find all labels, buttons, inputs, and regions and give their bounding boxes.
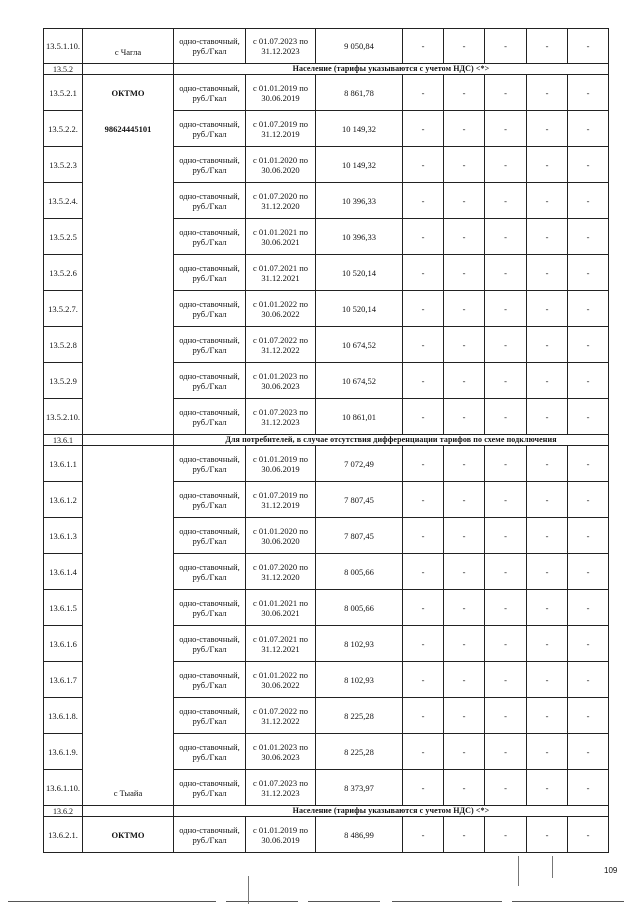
row-code-cell: 13.6.1.8. xyxy=(44,698,83,734)
period-cell: с 01.07.2023 по 31.12.2023 xyxy=(246,770,316,806)
section-spacer xyxy=(83,435,174,446)
table-row xyxy=(44,518,609,554)
place-cell xyxy=(83,147,174,183)
price-cell: 8 861,78 xyxy=(316,75,403,111)
table-row xyxy=(44,698,609,734)
place-cell xyxy=(83,327,174,363)
period-cell: с 01.01.2022 по 30.06.2022 xyxy=(246,291,316,327)
value-cell: - xyxy=(485,29,527,64)
period-cell: с 01.01.2020 по 30.06.2020 xyxy=(246,147,316,183)
value-cell: - xyxy=(485,662,527,698)
period-cell: с 01.07.2021 по 31.12.2021 xyxy=(246,626,316,662)
price-cell: 9 050,84 xyxy=(316,29,403,64)
price-cell: 10 674,52 xyxy=(316,327,403,363)
table-row xyxy=(44,446,609,482)
value-cell: - xyxy=(527,327,568,363)
value-cell: - xyxy=(527,29,568,64)
section-spacer xyxy=(83,806,174,817)
value-cell: - xyxy=(485,626,527,662)
table-row xyxy=(44,291,609,327)
tariff-type-cell: одно-ставочный, руб./Гкал xyxy=(174,219,246,255)
place-cell xyxy=(83,518,174,554)
value-cell: - xyxy=(568,662,609,698)
table-row xyxy=(44,399,609,435)
value-cell: - xyxy=(444,399,485,435)
place-cell xyxy=(83,363,174,399)
value-cell: - xyxy=(403,75,444,111)
value-cell: - xyxy=(527,255,568,291)
row-code-cell: 13.6.1.5 xyxy=(44,590,83,626)
tariff-type-cell: одно-ставочный, руб./Гкал xyxy=(174,399,246,435)
table-row xyxy=(44,183,609,219)
row-code-cell: 13.5.2.10. xyxy=(44,399,83,435)
tariff-table-body xyxy=(44,29,609,853)
section-title: Население (тарифы указываются с учетом НДС) <*> xyxy=(174,806,609,817)
value-cell: - xyxy=(568,183,609,219)
place-cell xyxy=(83,29,174,64)
period-cell: с 01.01.2021 по 30.06.2021 xyxy=(246,590,316,626)
price-cell: 7 807,45 xyxy=(316,518,403,554)
section-header-row xyxy=(44,64,609,75)
price-cell: 10 149,32 xyxy=(316,147,403,183)
table-row xyxy=(44,770,609,806)
place-cell xyxy=(83,590,174,626)
period-cell: с 01.07.2022 по 31.12.2022 xyxy=(246,327,316,363)
period-cell: с 01.01.2023 по 30.06.2023 xyxy=(246,363,316,399)
value-cell: - xyxy=(403,734,444,770)
value-cell: - xyxy=(403,363,444,399)
period-cell: с 01.01.2019 по 30.06.2019 xyxy=(246,75,316,111)
value-cell: - xyxy=(527,147,568,183)
value-cell: - xyxy=(527,363,568,399)
value-cell: - xyxy=(527,399,568,435)
place-cell xyxy=(83,446,174,482)
place-cell xyxy=(83,219,174,255)
value-cell: - xyxy=(444,327,485,363)
section-code: 13.6.1 xyxy=(44,435,83,446)
tariff-type-cell: одно-ставочный, руб./Гкал xyxy=(174,734,246,770)
value-cell: - xyxy=(403,255,444,291)
place-cell xyxy=(83,482,174,518)
section-header-row xyxy=(44,435,609,446)
value-cell: - xyxy=(568,698,609,734)
tariff-type-cell: одно-ставочный, руб./Гкал xyxy=(174,446,246,482)
row-code-cell: 13.5.2.9 xyxy=(44,363,83,399)
value-cell: - xyxy=(444,363,485,399)
price-cell: 8 486,99 xyxy=(316,817,403,853)
value-cell: - xyxy=(527,183,568,219)
period-cell: с 01.01.2019 по 30.06.2019 xyxy=(246,817,316,853)
period-cell: с 01.07.2019 по 31.12.2019 xyxy=(246,482,316,518)
tariff-type-cell: одно-ставочный, руб./Гкал xyxy=(174,147,246,183)
table-row xyxy=(44,147,609,183)
value-cell: - xyxy=(527,75,568,111)
value-cell: - xyxy=(444,817,485,853)
price-cell: 10 396,33 xyxy=(316,183,403,219)
table-row xyxy=(44,590,609,626)
value-cell: - xyxy=(568,111,609,147)
value-cell: - xyxy=(568,482,609,518)
tariff-type-cell: одно-ставочный, руб./Гкал xyxy=(174,554,246,590)
price-cell: 10 396,33 xyxy=(316,219,403,255)
value-cell: - xyxy=(527,482,568,518)
place-cell xyxy=(83,734,174,770)
value-cell: - xyxy=(485,111,527,147)
table-row xyxy=(44,327,609,363)
value-cell: - xyxy=(444,518,485,554)
page-number: 109 xyxy=(604,866,618,875)
tariff-type-cell: одно-ставочный, руб./Гкал xyxy=(174,590,246,626)
tariff-type-cell: одно-ставочный, руб./Гкал xyxy=(174,29,246,64)
price-cell: 10 520,14 xyxy=(316,291,403,327)
value-cell: - xyxy=(527,111,568,147)
row-code-cell: 13.5.2.7. xyxy=(44,291,83,327)
section-title: Население (тарифы указываются с учетом НДС) <*> xyxy=(174,64,609,75)
value-cell: - xyxy=(485,255,527,291)
price-cell: 10 520,14 xyxy=(316,255,403,291)
value-cell: - xyxy=(403,219,444,255)
value-cell: - xyxy=(403,111,444,147)
price-cell: 10 861,01 xyxy=(316,399,403,435)
place-cell xyxy=(83,75,174,111)
scan-mark xyxy=(518,856,519,886)
value-cell: - xyxy=(485,219,527,255)
value-cell: - xyxy=(444,734,485,770)
value-cell: - xyxy=(527,770,568,806)
place-label: с Чагла xyxy=(114,47,142,57)
table-row xyxy=(44,75,609,111)
period-cell: с 01.01.2022 по 30.06.2022 xyxy=(246,662,316,698)
value-cell: - xyxy=(403,147,444,183)
value-cell: - xyxy=(444,662,485,698)
value-cell: - xyxy=(403,518,444,554)
value-cell: - xyxy=(444,554,485,590)
row-code-cell: 13.6.1.3 xyxy=(44,518,83,554)
value-cell: - xyxy=(444,446,485,482)
tariff-type-cell: одно-ставочный, руб./Гкал xyxy=(174,327,246,363)
value-cell: - xyxy=(568,75,609,111)
place-cell xyxy=(83,698,174,734)
row-code-cell: 13.5.2.4. xyxy=(44,183,83,219)
footer-rule xyxy=(226,901,298,902)
value-cell: - xyxy=(403,482,444,518)
price-cell: 10 149,32 xyxy=(316,111,403,147)
place-cell xyxy=(83,817,174,853)
place-cell xyxy=(83,626,174,662)
period-cell: с 01.07.2022 по 31.12.2022 xyxy=(246,698,316,734)
value-cell: - xyxy=(527,446,568,482)
price-cell: 8 373,97 xyxy=(316,770,403,806)
value-cell: - xyxy=(568,363,609,399)
value-cell: - xyxy=(444,291,485,327)
value-cell: - xyxy=(403,590,444,626)
row-code-cell: 13.5.2.8 xyxy=(44,327,83,363)
value-cell: - xyxy=(568,626,609,662)
row-code-cell: 13.5.2.1 xyxy=(44,75,83,111)
value-cell: - xyxy=(485,770,527,806)
row-code-cell: 13.6.2.1. xyxy=(44,817,83,853)
value-cell: - xyxy=(444,183,485,219)
value-cell: - xyxy=(568,770,609,806)
table-row xyxy=(44,482,609,518)
period-cell: с 01.01.2019 по 30.06.2019 xyxy=(246,446,316,482)
value-cell: - xyxy=(527,219,568,255)
value-cell: - xyxy=(485,518,527,554)
scan-mark xyxy=(552,856,553,878)
value-cell: - xyxy=(403,817,444,853)
value-cell: - xyxy=(403,446,444,482)
value-cell: - xyxy=(403,291,444,327)
value-cell: - xyxy=(444,626,485,662)
place-label: ОКТМО xyxy=(111,87,145,98)
value-cell: - xyxy=(527,734,568,770)
tariff-type-cell: одно-ставочный, руб./Гкал xyxy=(174,75,246,111)
value-cell: - xyxy=(527,698,568,734)
place-cell xyxy=(83,111,174,147)
footer-rule xyxy=(392,901,502,902)
table-row xyxy=(44,554,609,590)
value-cell: - xyxy=(485,698,527,734)
row-code-cell: 13.6.1.6 xyxy=(44,626,83,662)
value-cell: - xyxy=(527,291,568,327)
tariff-type-cell: одно-ставочный, руб./Гкал xyxy=(174,255,246,291)
tariff-table xyxy=(43,28,609,853)
period-cell: с 01.01.2020 по 30.06.2020 xyxy=(246,518,316,554)
row-code-cell: 13.6.1.9. xyxy=(44,734,83,770)
value-cell: - xyxy=(485,363,527,399)
price-cell: 7 072,49 xyxy=(316,446,403,482)
section-code: 13.6.2 xyxy=(44,806,83,817)
place-cell xyxy=(83,770,174,806)
tariff-type-cell: одно-ставочный, руб./Гкал xyxy=(174,770,246,806)
value-cell: - xyxy=(403,554,444,590)
value-cell: - xyxy=(527,817,568,853)
period-cell: с 01.01.2021 по 30.06.2021 xyxy=(246,219,316,255)
price-cell: 7 807,45 xyxy=(316,482,403,518)
place-label: с Тыайа xyxy=(113,788,143,799)
price-cell: 8 225,28 xyxy=(316,698,403,734)
table-row xyxy=(44,363,609,399)
place-cell xyxy=(83,554,174,590)
value-cell: - xyxy=(403,29,444,64)
row-code-cell: 13.6.1.1 xyxy=(44,446,83,482)
value-cell: - xyxy=(485,482,527,518)
period-cell: с 01.07.2023 по 31.12.2023 xyxy=(246,399,316,435)
row-code-cell: 13.5.2.2. xyxy=(44,111,83,147)
value-cell: - xyxy=(444,255,485,291)
table-row xyxy=(44,734,609,770)
period-cell: с 01.07.2019 по 31.12.2019 xyxy=(246,111,316,147)
value-cell: - xyxy=(485,75,527,111)
row-code-cell: 13.6.1.4 xyxy=(44,554,83,590)
place-label: ОКТМО xyxy=(111,829,145,840)
tariff-type-cell: одно-ставочный, руб./Гкал xyxy=(174,662,246,698)
place-cell xyxy=(83,183,174,219)
scan-mark xyxy=(248,876,249,904)
footer-rule xyxy=(308,901,380,902)
value-cell: - xyxy=(403,327,444,363)
price-cell: 8 102,93 xyxy=(316,626,403,662)
table-row xyxy=(44,29,609,64)
tariff-type-cell: одно-ставочный, руб./Гкал xyxy=(174,817,246,853)
period-cell: с 01.07.2023 по 31.12.2023 xyxy=(246,29,316,64)
price-cell: 8 102,93 xyxy=(316,662,403,698)
value-cell: - xyxy=(444,590,485,626)
row-code-cell: 13.5.2.3 xyxy=(44,147,83,183)
tariff-type-cell: одно-ставочный, руб./Гкал xyxy=(174,291,246,327)
value-cell: - xyxy=(568,219,609,255)
value-cell: - xyxy=(568,291,609,327)
tariff-type-cell: одно-ставочный, руб./Гкал xyxy=(174,363,246,399)
value-cell: - xyxy=(485,147,527,183)
price-cell: 8 005,66 xyxy=(316,590,403,626)
value-cell: - xyxy=(568,147,609,183)
price-cell: 8 225,28 xyxy=(316,734,403,770)
table-row xyxy=(44,662,609,698)
value-cell: - xyxy=(403,662,444,698)
place-cell xyxy=(83,255,174,291)
row-code-cell: 13.6.1.7 xyxy=(44,662,83,698)
value-cell: - xyxy=(568,255,609,291)
footer-rule xyxy=(8,901,216,902)
table-row xyxy=(44,817,609,853)
place-cell xyxy=(83,399,174,435)
row-code-cell: 13.5.2.5 xyxy=(44,219,83,255)
tariff-type-cell: одно-ставочный, руб./Гкал xyxy=(174,626,246,662)
value-cell: - xyxy=(485,183,527,219)
value-cell: - xyxy=(444,75,485,111)
value-cell: - xyxy=(444,29,485,64)
value-cell: - xyxy=(568,734,609,770)
value-cell: - xyxy=(568,590,609,626)
period-cell: с 01.01.2023 по 30.06.2023 xyxy=(246,734,316,770)
value-cell: - xyxy=(527,626,568,662)
value-cell: - xyxy=(568,817,609,853)
value-cell: - xyxy=(485,554,527,590)
price-cell: 10 674,52 xyxy=(316,363,403,399)
row-code-cell: 13.6.1.2 xyxy=(44,482,83,518)
period-cell: с 01.07.2020 по 31.12.2020 xyxy=(246,183,316,219)
value-cell: - xyxy=(444,770,485,806)
value-cell: - xyxy=(568,554,609,590)
value-cell: - xyxy=(444,147,485,183)
table-row xyxy=(44,111,609,147)
value-cell: - xyxy=(403,399,444,435)
period-cell: с 01.07.2021 по 31.12.2021 xyxy=(246,255,316,291)
period-cell: с 01.07.2020 по 31.12.2020 xyxy=(246,554,316,590)
section-code: 13.5.2 xyxy=(44,64,83,75)
value-cell: - xyxy=(403,626,444,662)
value-cell: - xyxy=(568,327,609,363)
place-cell xyxy=(83,291,174,327)
value-cell: - xyxy=(403,698,444,734)
table-row xyxy=(44,626,609,662)
price-cell: 8 005,66 xyxy=(316,554,403,590)
value-cell: - xyxy=(527,554,568,590)
section-header-row xyxy=(44,806,609,817)
value-cell: - xyxy=(568,446,609,482)
tariff-type-cell: одно-ставочный, руб./Гкал xyxy=(174,482,246,518)
row-code-cell: 13.5.1.10. xyxy=(44,29,83,64)
row-code-cell: 13.6.1.10. xyxy=(44,770,83,806)
value-cell: - xyxy=(568,518,609,554)
value-cell: - xyxy=(485,734,527,770)
value-cell: - xyxy=(444,111,485,147)
value-cell: - xyxy=(403,770,444,806)
value-cell: - xyxy=(568,29,609,64)
row-code-cell: 13.5.2.6 xyxy=(44,255,83,291)
value-cell: - xyxy=(485,291,527,327)
value-cell: - xyxy=(444,219,485,255)
place-cell xyxy=(83,662,174,698)
value-cell: - xyxy=(568,399,609,435)
value-cell: - xyxy=(444,482,485,518)
tariff-type-cell: одно-ставочный, руб./Гкал xyxy=(174,183,246,219)
table-row xyxy=(44,255,609,291)
value-cell: - xyxy=(485,327,527,363)
value-cell: - xyxy=(485,817,527,853)
table-row xyxy=(44,219,609,255)
footer-rule xyxy=(512,901,624,902)
value-cell: - xyxy=(527,590,568,626)
value-cell: - xyxy=(444,698,485,734)
tariff-type-cell: одно-ставочный, руб./Гкал xyxy=(174,111,246,147)
value-cell: - xyxy=(527,518,568,554)
section-title: Для потребителей, в случае отсутствия дифференциации тарифов по схеме подключения xyxy=(174,435,609,446)
value-cell: - xyxy=(485,590,527,626)
place-label: 98624445101 xyxy=(104,123,152,134)
section-spacer xyxy=(83,64,174,75)
value-cell: - xyxy=(527,662,568,698)
value-cell: - xyxy=(485,446,527,482)
value-cell: - xyxy=(485,399,527,435)
tariff-type-cell: одно-ставочный, руб./Гкал xyxy=(174,698,246,734)
value-cell: - xyxy=(403,183,444,219)
tariff-type-cell: одно-ставочный, руб./Гкал xyxy=(174,518,246,554)
